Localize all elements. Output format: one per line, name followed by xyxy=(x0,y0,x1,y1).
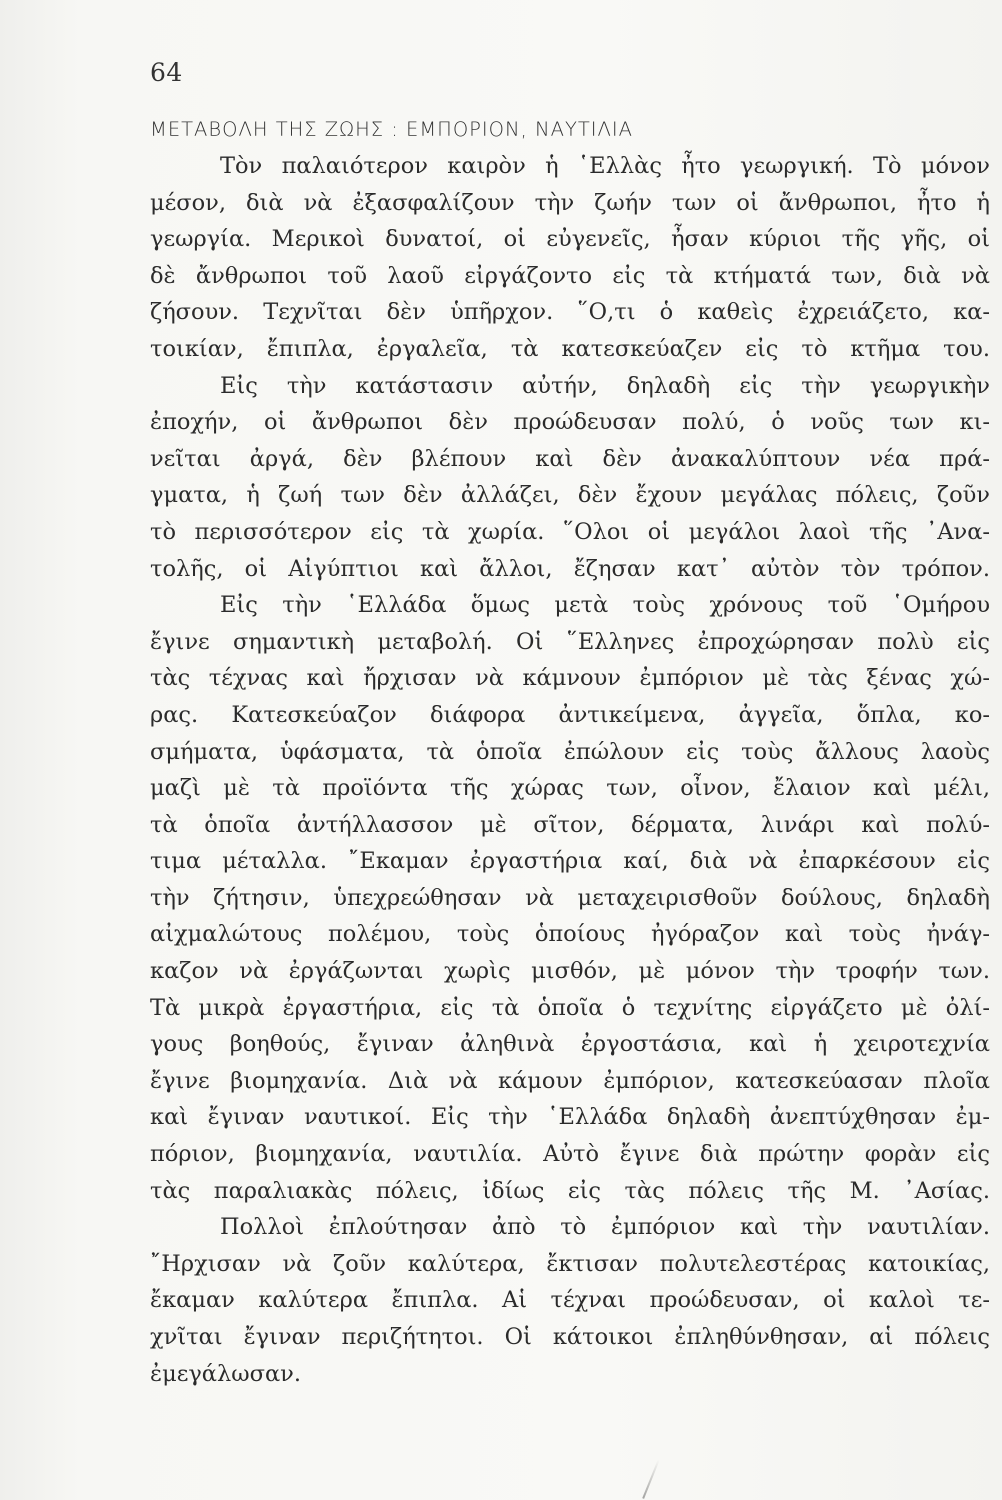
text-line: ῎Ηρχισαν νὰ ζοῦν καλύτερα, ἔκτισαν πολυτελεστέρας κατοικίας, xyxy=(150,1250,990,1277)
text-line: καζον νὰ ἐργάζωνται χωρὶς μισθόν, μὲ μόνον τὴν τροφήν των. xyxy=(150,958,990,985)
text-line: ἐμεγάλωσαν. xyxy=(150,1360,301,1387)
text-line: τὸ περισσότερον εἰς τὰ χωρία. ῞Ολοι οἱ μεγάλοι λαοὶ τῆς ᾿Ανα- xyxy=(150,518,990,545)
text-line: Τὸν παλαιότερον καιρὸν ἡ ῾Ελλὰς ἦτο γεωργική. Τὸ μόνον xyxy=(220,153,990,179)
text-line: καὶ ἔγιναν ναυτικοί. Εἰς τὴν ῾Ελλάδα δηλαδὴ ἀνεπτύχθησαν ἐμ- xyxy=(150,1104,990,1131)
text-line: Τὰ μικρὰ ἐργαστήρια, εἰς τὰ ὁποῖα ὁ τεχνίτης εἰργάζετο μὲ ὀλί- xyxy=(150,994,990,1021)
text-line: μέσον, διὰ νὰ ἐξασφαλίζουν τὴν ζωήν των οἱ ἄνθρωποι, ἦτο ἡ xyxy=(150,189,990,216)
text-line: ἔγινε βιομηχανία. Διὰ νὰ κάμουν ἐμπόριον, κατεσκεύασαν πλοῖα xyxy=(150,1067,990,1094)
text-line: σμήματα, ὑφάσματα, τὰ ὁποῖα ἐπώλουν εἰς τοὺς ἄλλους λαοὺς xyxy=(150,738,990,765)
text-line: πόριον, βιομηχανία, ναυτιλία. Αὐτὸ ἔγινε διὰ πρώτην φορὰν εἰς xyxy=(150,1141,990,1168)
text-line: τὰς παραλιακὰς πόλεις, ἰδίως εἰς τὰς πόλεις τῆς Μ. ᾿Ασίας. xyxy=(150,1177,990,1204)
text-line: τὰ ὁποῖα ἀντήλλασσον μὲ σῖτον, δέρματα, λινάρι καὶ πολύ- xyxy=(150,811,990,838)
text-line: ρας. Κατεσκεύαζον διάφορα ἀντικείμενα, ἀγγεῖα, ὅπλα, κο- xyxy=(150,701,990,728)
text-line: ζήσουν. Τεχνῖται δὲν ὑπῆρχον. ῞Ο,τι ὁ καθεὶς ἐχρειάζετο, κα- xyxy=(150,299,990,326)
text-line: δὲ ἄνθρωποι τοῦ λαοῦ εἰργάζοντο εἰς τὰ κτήματά των, διὰ νὰ xyxy=(150,262,990,289)
text-line: τὰς τέχνας καὶ ἤρχισαν νὰ κάμνουν ἐμπόριον μὲ τὰς ξένας χώ- xyxy=(150,665,990,692)
text-line: αἰχμαλώτους πολέμου, τοὺς ὁποίους ἠγόραζον καὶ τοὺς ἠνάγ- xyxy=(150,921,990,948)
print-smudge xyxy=(642,1459,660,1499)
text-line: μαζὶ μὲ τὰ προϊόντα τῆς χώρας των, οἶνον, ἔλαιον καὶ μέλι, xyxy=(150,775,990,802)
text-line: τοικίαν, ἔπιπλα, ἐργαλεῖα, τὰ κατεσκεύαζεν εἰς τὸ κτῆμα του. xyxy=(150,335,990,362)
text-line: γεωργία. Μερικοὶ δυνατοί, οἱ εὐγενεῖς, ἦσαν κύριοι τῆς γῆς, οἱ xyxy=(150,226,990,253)
text-line: Εἰς τὴν κατάστασιν αὐτήν, δηλαδὴ εἰς τὴν γεωργικὴν xyxy=(220,372,990,399)
text-line: τὴν ζήτησιν, ὑπεχρεώθησαν νὰ μεταχειρισθοῦν δούλους, δηλαδὴ xyxy=(150,884,990,911)
text-line: τιμα μέταλλα. ῎Εκαμαν ἐργαστήρια καί, διὰ νὰ ἐπαρκέσουν εἰς xyxy=(150,848,990,875)
text-line: ἔκαμαν καλύτερα ἔπιπλα. Αἱ τέχναι προώδευσαν, οἱ καλοὶ τε- xyxy=(150,1287,990,1314)
text-line: χνῖται ἔγιναν περιζήτητοι. Οἱ κάτοικοι ἐπληθύνθησαν, αἱ πόλεις xyxy=(150,1324,990,1350)
text-line: ἔγινε σημαντικὴ μεταβολή. Οἱ ῞Ελληνες ἐπροχώρησαν πολὺ εἰς xyxy=(150,628,990,655)
text-line: γματα, ἡ ζωή των δὲν ἀλλάζει, δὲν ἔχουν μεγάλας πόλεις, ζοῦν xyxy=(150,482,990,509)
page-number: 64 xyxy=(150,58,183,87)
text-line: Εἰς τὴν ῾Ελλάδα ὅμως μετὰ τοὺς χρόνους τοῦ ῾Ομήρου xyxy=(220,592,990,619)
body-text xyxy=(150,148,990,1392)
text-line: ἐποχήν, οἱ ἄνθρωποι δὲν προώδευσαν πολύ, ὁ νοῦς των κι- xyxy=(150,409,990,436)
text-line: Πολλοὶ ἐπλούτησαν ἀπὸ τὸ ἐμπόριον καὶ τὴν ναυτιλίαν. xyxy=(220,1214,990,1241)
text-line: τολῆς, οἱ Αἰγύπτιοι καὶ ἄλλοι, ἔζησαν κατ᾿ αὐτὸν τὸν τρόπον. xyxy=(150,555,990,582)
text-line: νεῖται ἀργά, δὲν βλέπουν καὶ δὲν ἀνακαλύπτουν νέα πρά- xyxy=(150,445,990,472)
text-line: γους βοηθούς, ἔγιναν ἀληθινὰ ἐργοστάσια, καὶ ἡ χειροτεχνία xyxy=(150,1031,990,1058)
section-title: ΜΕΤΑΒΟΛΗ ΤΗΣ ΖΩΗΣ : ΕΜΠΟΡΙΟΝ, ΝΑΥΤΙΛΙΑ xyxy=(150,118,633,141)
